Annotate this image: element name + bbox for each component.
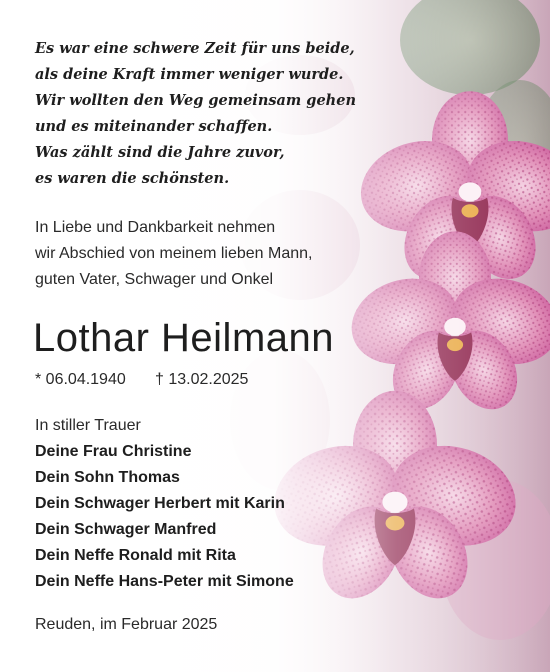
mourners-heading: In stiller Trauer bbox=[35, 417, 141, 434]
place-and-date: Reuden, im Februar 2025 bbox=[35, 616, 218, 633]
poem-line: Was zählt sind die Jahre zuvor, bbox=[35, 144, 285, 161]
death-date: † 13.02.2025 bbox=[155, 371, 249, 388]
birth-date: * 06.04.1940 bbox=[35, 371, 126, 388]
poem bbox=[35, 36, 356, 192]
poem-line: als deine Kraft immer weniger wurde. bbox=[35, 66, 344, 83]
poem-line: Es war eine schwere Zeit für uns beide, bbox=[35, 40, 355, 57]
mourner: Dein Neffe Hans-Peter mit Simone bbox=[35, 573, 294, 590]
mourner: Dein Neffe Ronald mit Rita bbox=[35, 547, 236, 564]
deceased-name: Lothar Heilmann bbox=[33, 316, 334, 360]
mourner: Dein Sohn Thomas bbox=[35, 469, 180, 486]
mourner: Dein Schwager Herbert mit Karin bbox=[35, 495, 285, 512]
poem-line: und es miteinander schaffen. bbox=[35, 118, 273, 135]
mourners-list bbox=[35, 439, 294, 595]
life-dates bbox=[35, 368, 249, 392]
intro-line: In Liebe und Dankbarkeit nehmen bbox=[35, 219, 276, 236]
mourner: Deine Frau Christine bbox=[35, 443, 192, 460]
intro-line: wir Abschied von meinem lieben Mann, bbox=[35, 245, 313, 262]
poem-line: es waren die schönsten. bbox=[35, 170, 230, 187]
poem-line: Wir wollten den Weg gemeinsam gehen bbox=[35, 92, 356, 109]
intro-text bbox=[35, 215, 312, 293]
mourner: Dein Schwager Manfred bbox=[35, 521, 217, 538]
intro-line: guten Vater, Schwager und Onkel bbox=[35, 271, 274, 288]
